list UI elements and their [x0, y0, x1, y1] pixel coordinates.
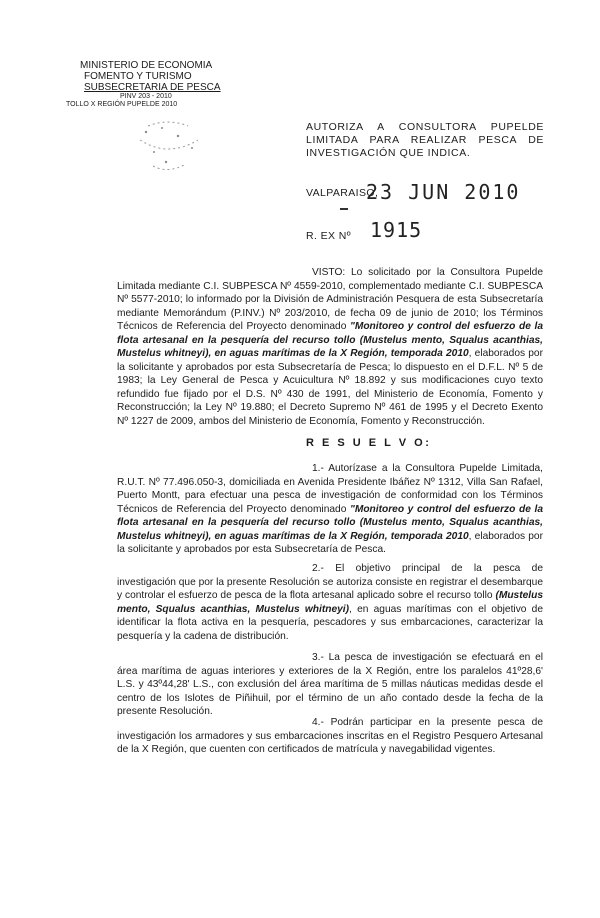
visto-text-a: VISTO: Lo solicitado por la Consultora Pupelde Limitada mediante C.I. SUBPESCA Nº 4559-2010, complementado mediante C.I. SUBPESCA Nº 5577-2010; lo informado por la División de Administración Pesquera de esta Subsecretaría mediante Memorándum (P.INV.) Nº 203/2010, de fecha 09 de junio de 2010; los Términos Técnicos de Referencia del Proyecto denominado — [117, 267, 543, 332]
pinv-reference: PINV 203 - 2010 — [120, 93, 172, 100]
resuelvo-heading: R E S U E L V O: — [306, 437, 432, 449]
visto-text-c: , elaborados por la solicitante y aprobados por esta Subsecretaría de Pesca; lo dispuesto en el D.F.L. Nº 5 de 1983; la Ley General de Pesca y Acuicultura Nº 18.892 y sus modificaciones cuyo texto refundido fue fijado por el D.S. Nº 430 de 1991, del Ministerio de Economía, Fomento y Reconstrucción; la Ley Nº 19.880; el Decreto Supremo Nº 461 de 1995 y el Decreto Exento Nº 1227 de 2009, ambos del Ministerio de Economía, Fomento y Reconstrucción. — [117, 348, 543, 427]
article-2-text-a: 2.- El objetivo principal de la pesca de investigación que por la presente Resolución se autoriza consiste en registrar el desembarque y controlar el esfuerzo de pesca de la flota artesanal aplicado sobre el recurso tollo — [117, 563, 543, 601]
tollo-reference: TOLLO X REGIÓN PUPELDE 2010 — [66, 101, 178, 108]
rex-label: R. EX Nº — [306, 230, 351, 242]
article-2-text-c: , en aguas marítimas con el objetivo de identificar la flota activa en la pesquería, pescadores y sus embarcaciones, caracterizar la pesquería y la cadena de distribución. — [117, 603, 544, 642]
article-3 — [117, 651, 543, 719]
article-1-text-a: 1.- Autorízase a la Consultora Pupelde Limitada, R.U.T. Nº 77.496.050-3, domiciliada en Avenida Presidente Ibáñez Nº 1312, Villa San Rafael, Puerto Montt, para efectuar una pesca de investigación de conformidad con los Términos Técnicos de Referencia del Proyecto denominado — [117, 463, 543, 515]
dash-mark — [340, 208, 348, 210]
visto-paragraph — [117, 266, 543, 428]
article-3-text: 3.- La pesca de investigación se efectuará en el área marítima de aguas interiores y exteriores de la X Región, entre los paralelos 41º28,6' L.S. y 43º44,28' L.S., con exclusión del área marítima de 5 millas náuticas medidas desde el centro de los Islotes de Piñihuil, por el término de un año contado desde la fecha de la presente Resolución. — [117, 652, 543, 717]
place-label: VALPARAISO, — [306, 187, 379, 199]
article-1 — [117, 462, 543, 557]
article-2 — [117, 562, 543, 643]
article-4 — [117, 716, 543, 757]
date-stamp: 23 JUN 2010 — [366, 180, 521, 204]
article-4-text: 4.- Podrán participar en la presente pesca de investigación los armadores y sus embarcaciones inscritas en el Registro Pesquero Artesanal de la X Región, que cuenten con certificados de matrícula y navegabilidad vigentes. — [117, 717, 543, 755]
resolution-number-stamp: 1915 — [370, 218, 423, 242]
article-1-project-title: "Monitoreo y control del esfuerzo de la flota artesanal en la pesquería del recurso tollo (Mustelus mento, Squalus acanthias, Mustelus whitneyi), en aguas marítimas de la X Región, temporada 2010 — [117, 503, 543, 542]
subsecretaria-name: SUBSECRETARIA DE PESCA — [84, 82, 221, 93]
resolution-subject: AUTORIZA A CONSULTORA PUPELDE LIMITADA PARA REALIZAR PESCA DE INVESTIGACIÓN QUE INDICA. — [306, 121, 544, 159]
department-name: FOMENTO Y TURISMO — [84, 71, 192, 82]
article-1-text-c: , elaborados por la solicitante y aprobados por esta Subsecretaría de Pesca. — [117, 530, 543, 555]
visto-project-title: "Monitoreo y control del esfuerzo de la flota artesanal en la pesquería del recurso tollo (Mustelus mento, Squalus acanthias, Mustelus whitneyi), en aguas marítimas de la X Región, temporada 2010 — [117, 321, 543, 359]
letterhead — [60, 60, 250, 109]
ministry-name: MINISTERIO DE ECONOMIA — [80, 60, 213, 71]
article-2-species: (Mustelus mento, Squalus acanthias, Mustelus whitneyi) — [117, 590, 543, 615]
faded-seal-stamp — [118, 118, 218, 176]
